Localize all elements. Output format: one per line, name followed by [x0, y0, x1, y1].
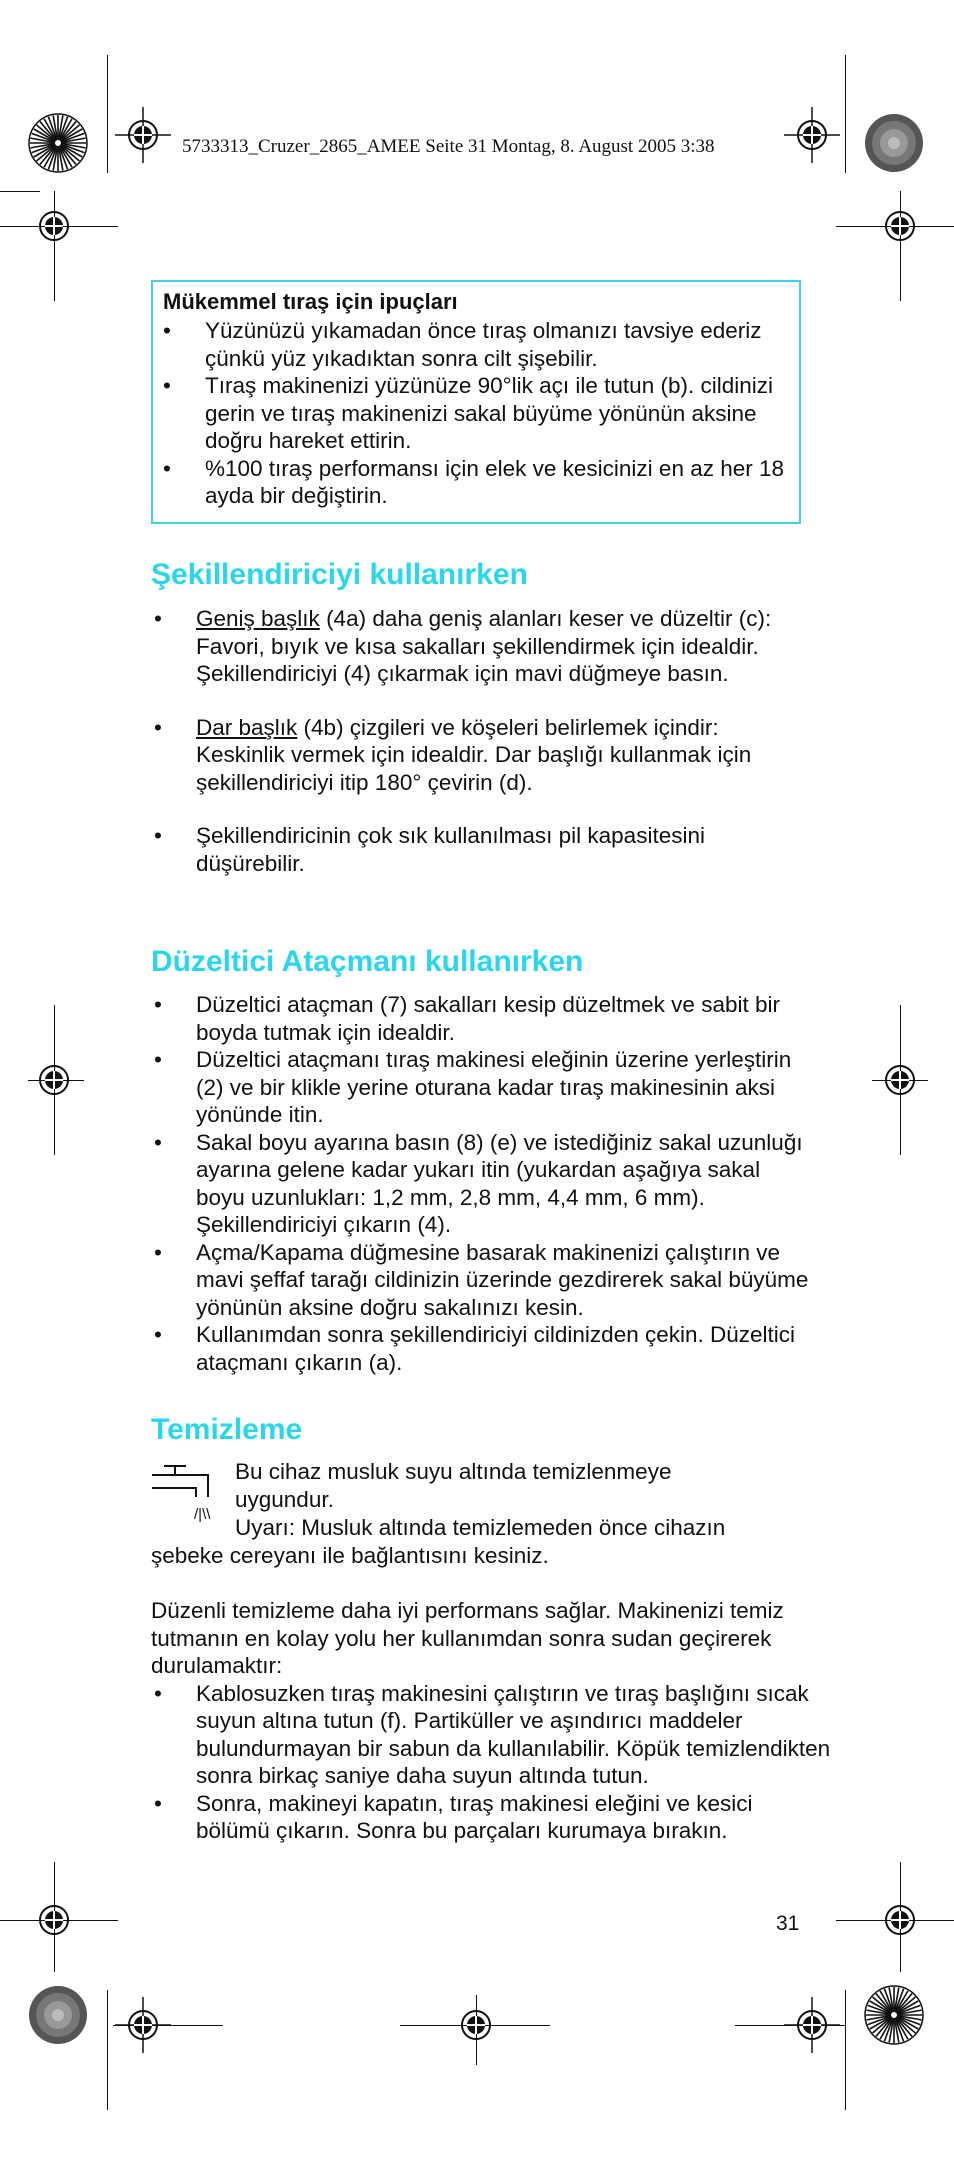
- registration-mark-icon: [784, 107, 840, 163]
- registration-mark-icon: [26, 1892, 82, 1948]
- list-item: • Açma/Kapama düğmesine basarak makinenizi çalıştırın ve mavi şeffaf tarağı cildinizin üzerinde gezdirerek sakal büyüme yönünün aksine doğru sakalınızı kesin.: [151, 1239, 811, 1322]
- underlined-term: Dar başlık: [196, 714, 298, 740]
- list-item: [151, 605, 811, 688]
- item-text: (4b) çizgileri ve köşeleri belirlemek içindir: Keskinlik vermek için idealdir. Dar başlığı kullanmak için şekillendiriciyi itip 180° çevirin (d).: [196, 714, 752, 795]
- slug-line: 5733313_Cruzer_2865_AMEE Seite 31 Montag, 8. August 2005 3:38: [182, 136, 715, 157]
- cleaning-section: [151, 1597, 831, 1845]
- registration-mark-icon: [784, 1997, 840, 2053]
- tap-note-line: uygundur.: [235, 1487, 334, 1512]
- list-item: • Şekillendiricinin çok sık kullanılması pil kapasitesini düşürebilir.: [151, 822, 811, 877]
- item-text: (4a) daha geniş alanları keser ve düzeltir (c): Favori, bıyık ve kısa sakalları şekillendirmek için idealdir. Şekillendiriciyi (4) çıkarmak için mavi düğmeye basın.: [196, 606, 772, 686]
- list-item: • Yüzünüzü yıkamadan önce tıraş olmanızı tavsiye ederiz çünkü yüz yıkadıktan sonra cilt şişebilir.: [163, 317, 789, 372]
- section-heading: Temizleme: [151, 1413, 303, 1446]
- crop-line: [107, 55, 108, 173]
- registration-mark-icon: [872, 1052, 928, 1108]
- section-heading: Şekillendiriciyi kullanırken: [151, 558, 528, 591]
- crop-line: [845, 1990, 846, 2110]
- underlined-term: Geniş başlık: [196, 606, 320, 631]
- trimmer-list: [151, 991, 811, 1376]
- tips-box: [151, 280, 801, 524]
- registration-mark-icon: [872, 198, 928, 254]
- tap-warning: Uyarı: Musluk altında temizlemeden önce cihazın: [235, 1515, 726, 1540]
- list-item: • Kullanımdan sonra şekillendiriciyi cildinizden çekin. Düzeltici ataçmanı çıkarın (a).: [151, 1321, 811, 1376]
- crop-line: [0, 191, 40, 192]
- page-number: 31: [776, 1912, 800, 1935]
- registration-mark-icon: [26, 198, 82, 254]
- trimmer-section: [151, 991, 811, 1376]
- list-item: • %100 tıraş performansı için elek ve kesicinizi en az her 18 ayda bir değiştirin.: [163, 455, 789, 510]
- cleaning-intro: Düzenli temizleme daha iyi performans sağlar. Makinenizi temiz tutmanın en kolay yolu her kullanımdan sonra sudan geçirerek durulamaktır:: [151, 1598, 784, 1678]
- section-heading: Düzeltici Ataçmanı kullanırken: [151, 945, 584, 978]
- registration-mark-icon: [872, 1892, 928, 1948]
- registration-mark-icon: [26, 1052, 82, 1108]
- registration-mark-icon: [448, 1997, 504, 2053]
- crop-line: [845, 55, 846, 173]
- tips-title: Mükemmel tıraş için ipuçları: [163, 289, 458, 314]
- registration-mark-icon: [115, 107, 171, 163]
- print-rosette-icon: [28, 113, 88, 173]
- cleaning-list: [151, 1680, 831, 1845]
- print-rosette-icon: [28, 1985, 88, 2045]
- list-item: • Sakal boyu ayarına basın (8) (e) ve istediğiniz sakal uzunluğı ayarına gelene kadar yukarı itin (yukardan aşağıya sakal boyu uzunlukları: 1,2 mm, 2,8 mm, 4,4 mm, 6 mm). Şekillendiriciyi çıkarın (4).: [151, 1129, 811, 1239]
- crop-line: [107, 1990, 108, 2110]
- list-item: [151, 714, 811, 797]
- svg-text:/|\\: /|\\: [194, 1506, 211, 1523]
- styler-section: [151, 605, 811, 877]
- print-rosette-icon: [864, 113, 924, 173]
- list-item: • Düzeltici ataçmanı tıraş makinesi eleğinin üzerine yerleştirin (2) ve bir klikle yerine oturana kadar tıraş makinesinin aksi yönünde itin.: [151, 1046, 811, 1129]
- list-item: • Tıraş makinenizi yüzünüze 90°lik açı ile tutun (b). cildinizi gerin ve tıraş makinenizi sakal büyüme yönünün aksine doğru hareket ettirin.: [163, 372, 789, 455]
- list-item: • Kablosuzken tıraş makinesini çalıştırın ve tıraş başlığını sıcak suyun altına tutun (f). Partiküller ve aşındırıcı maddeler bulundurmayan bir sabun da kullanılabilir. Köpük temizlendikten sonra birkaç saniye daha suyun altında tutun.: [151, 1680, 831, 1790]
- registration-mark-icon: [115, 1997, 171, 2053]
- list-item: • Sonra, makineyi kapatın, tıraş makinesi eleğini ve kesici bölümü çıkarın. Sonra bu parçaları kurumaya bırakın.: [151, 1790, 831, 1845]
- styler-list: [151, 605, 811, 877]
- water-tap-icon: [150, 1463, 220, 1525]
- tap-note-line: Bu cihaz musluk suyu altında temizlenmeye: [235, 1459, 672, 1484]
- tap-warning-cont: şebeke cereyanı ile bağlantısını kesiniz.: [151, 1543, 549, 1568]
- tips-list: [163, 317, 789, 510]
- print-rosette-icon: [864, 1985, 924, 2045]
- list-item: • Düzeltici ataçman (7) sakalları kesip düzeltmek ve sabit bir boyda tutmak için idealdir.: [151, 991, 811, 1046]
